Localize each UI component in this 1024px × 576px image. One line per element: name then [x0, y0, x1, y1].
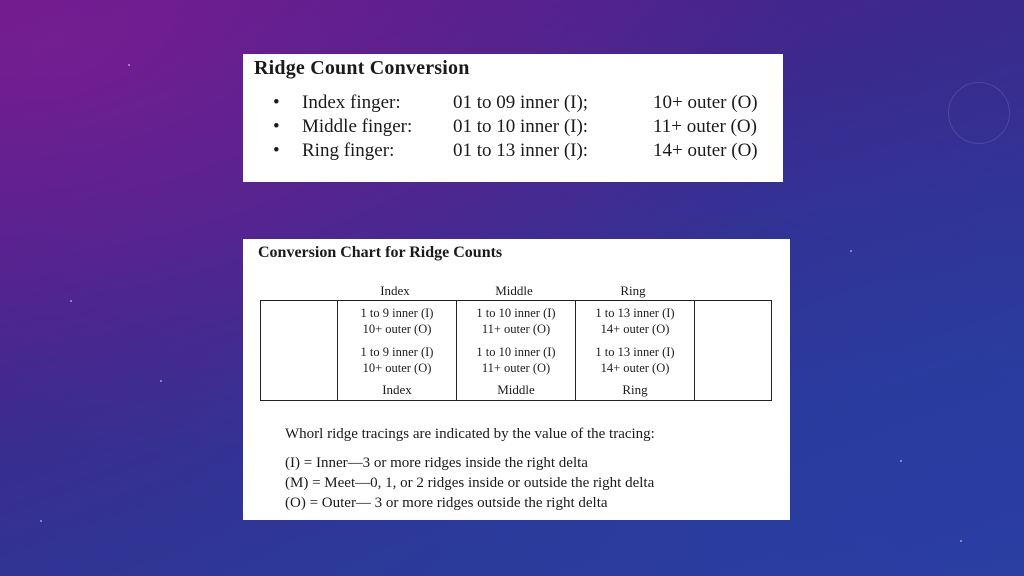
- background-star: [40, 520, 42, 522]
- finger-label: Middle finger:: [302, 116, 413, 137]
- table-cell: [338, 344, 456, 376]
- column-divider: [694, 301, 695, 400]
- inner-range: 01 to 10 inner (I):: [453, 116, 589, 137]
- ridge-count-conversion-panel: [243, 54, 783, 182]
- outer-range: 11+ outer (O): [481, 322, 551, 336]
- note-outer: (O) = Outer— 3 or more ridges outside the right delta: [285, 495, 608, 511]
- finger-label: Ring finger:: [302, 140, 395, 161]
- row-label-index: Index: [382, 382, 412, 397]
- outer-range: 10+ outer (O): [653, 92, 758, 113]
- background-star: [160, 380, 162, 382]
- panel-title: Conversion Chart for Ridge Counts: [258, 244, 503, 261]
- note-inner: (I) = Inner—3 or more ridges inside the right delta: [285, 455, 588, 471]
- background-star: [70, 300, 72, 302]
- outer-range: 11+ outer (O): [653, 116, 757, 137]
- background-star: [960, 540, 962, 542]
- row-label-ring: Ring: [622, 382, 648, 397]
- background-star: [900, 460, 902, 462]
- table-cell: [338, 305, 456, 337]
- inner-range: 01 to 13 inner (I):: [453, 140, 589, 161]
- background-star: [850, 250, 852, 252]
- outer-range: 10+ outer (O): [362, 322, 432, 336]
- column-header-ring: Ring: [620, 283, 646, 298]
- outer-range: 10+ outer (O): [362, 361, 432, 375]
- inner-range: 1 to 10 inner (I): [476, 306, 556, 320]
- column-header-middle: Middle: [495, 283, 533, 298]
- conversion-chart-panel: [243, 239, 790, 520]
- finger-label: Index finger:: [302, 92, 401, 113]
- outer-range: 14+ outer (O): [600, 322, 670, 336]
- bullet: •: [273, 116, 280, 137]
- note-meet: (M) = Meet—0, 1, or 2 ridges inside or outside the right delta: [285, 475, 655, 491]
- inner-range: 1 to 9 inner (I): [360, 345, 434, 359]
- table-cell: [576, 344, 694, 376]
- background-star: [128, 64, 130, 66]
- row-label-middle: Middle: [497, 382, 535, 397]
- inner-range: 1 to 13 inner (I): [595, 345, 675, 359]
- inner-range: 1 to 13 inner (I): [595, 306, 675, 320]
- inner-range: 01 to 09 inner (I);: [453, 92, 589, 113]
- decorative-ring: [948, 82, 1010, 144]
- outer-range: 14+ outer (O): [653, 140, 758, 161]
- table-cell: [457, 305, 575, 337]
- outer-range: 11+ outer (O): [481, 361, 551, 375]
- list-item: [243, 140, 783, 164]
- column-header-index: Index: [380, 283, 410, 298]
- inner-range: 1 to 9 inner (I): [360, 306, 434, 320]
- note-intro: Whorl ridge tracings are indicated by the value of the tracing:: [285, 426, 655, 442]
- bullet: •: [273, 140, 280, 161]
- list-item: [243, 116, 783, 140]
- table-cell: [457, 344, 575, 376]
- list-item: [243, 92, 783, 116]
- bullet: •: [273, 92, 280, 113]
- inner-range: 1 to 10 inner (I): [476, 345, 556, 359]
- outer-range: 14+ outer (O): [600, 361, 670, 375]
- panel-title: Ridge Count Conversion: [254, 57, 470, 79]
- table-cell: [576, 305, 694, 337]
- ridge-count-table: [260, 300, 772, 401]
